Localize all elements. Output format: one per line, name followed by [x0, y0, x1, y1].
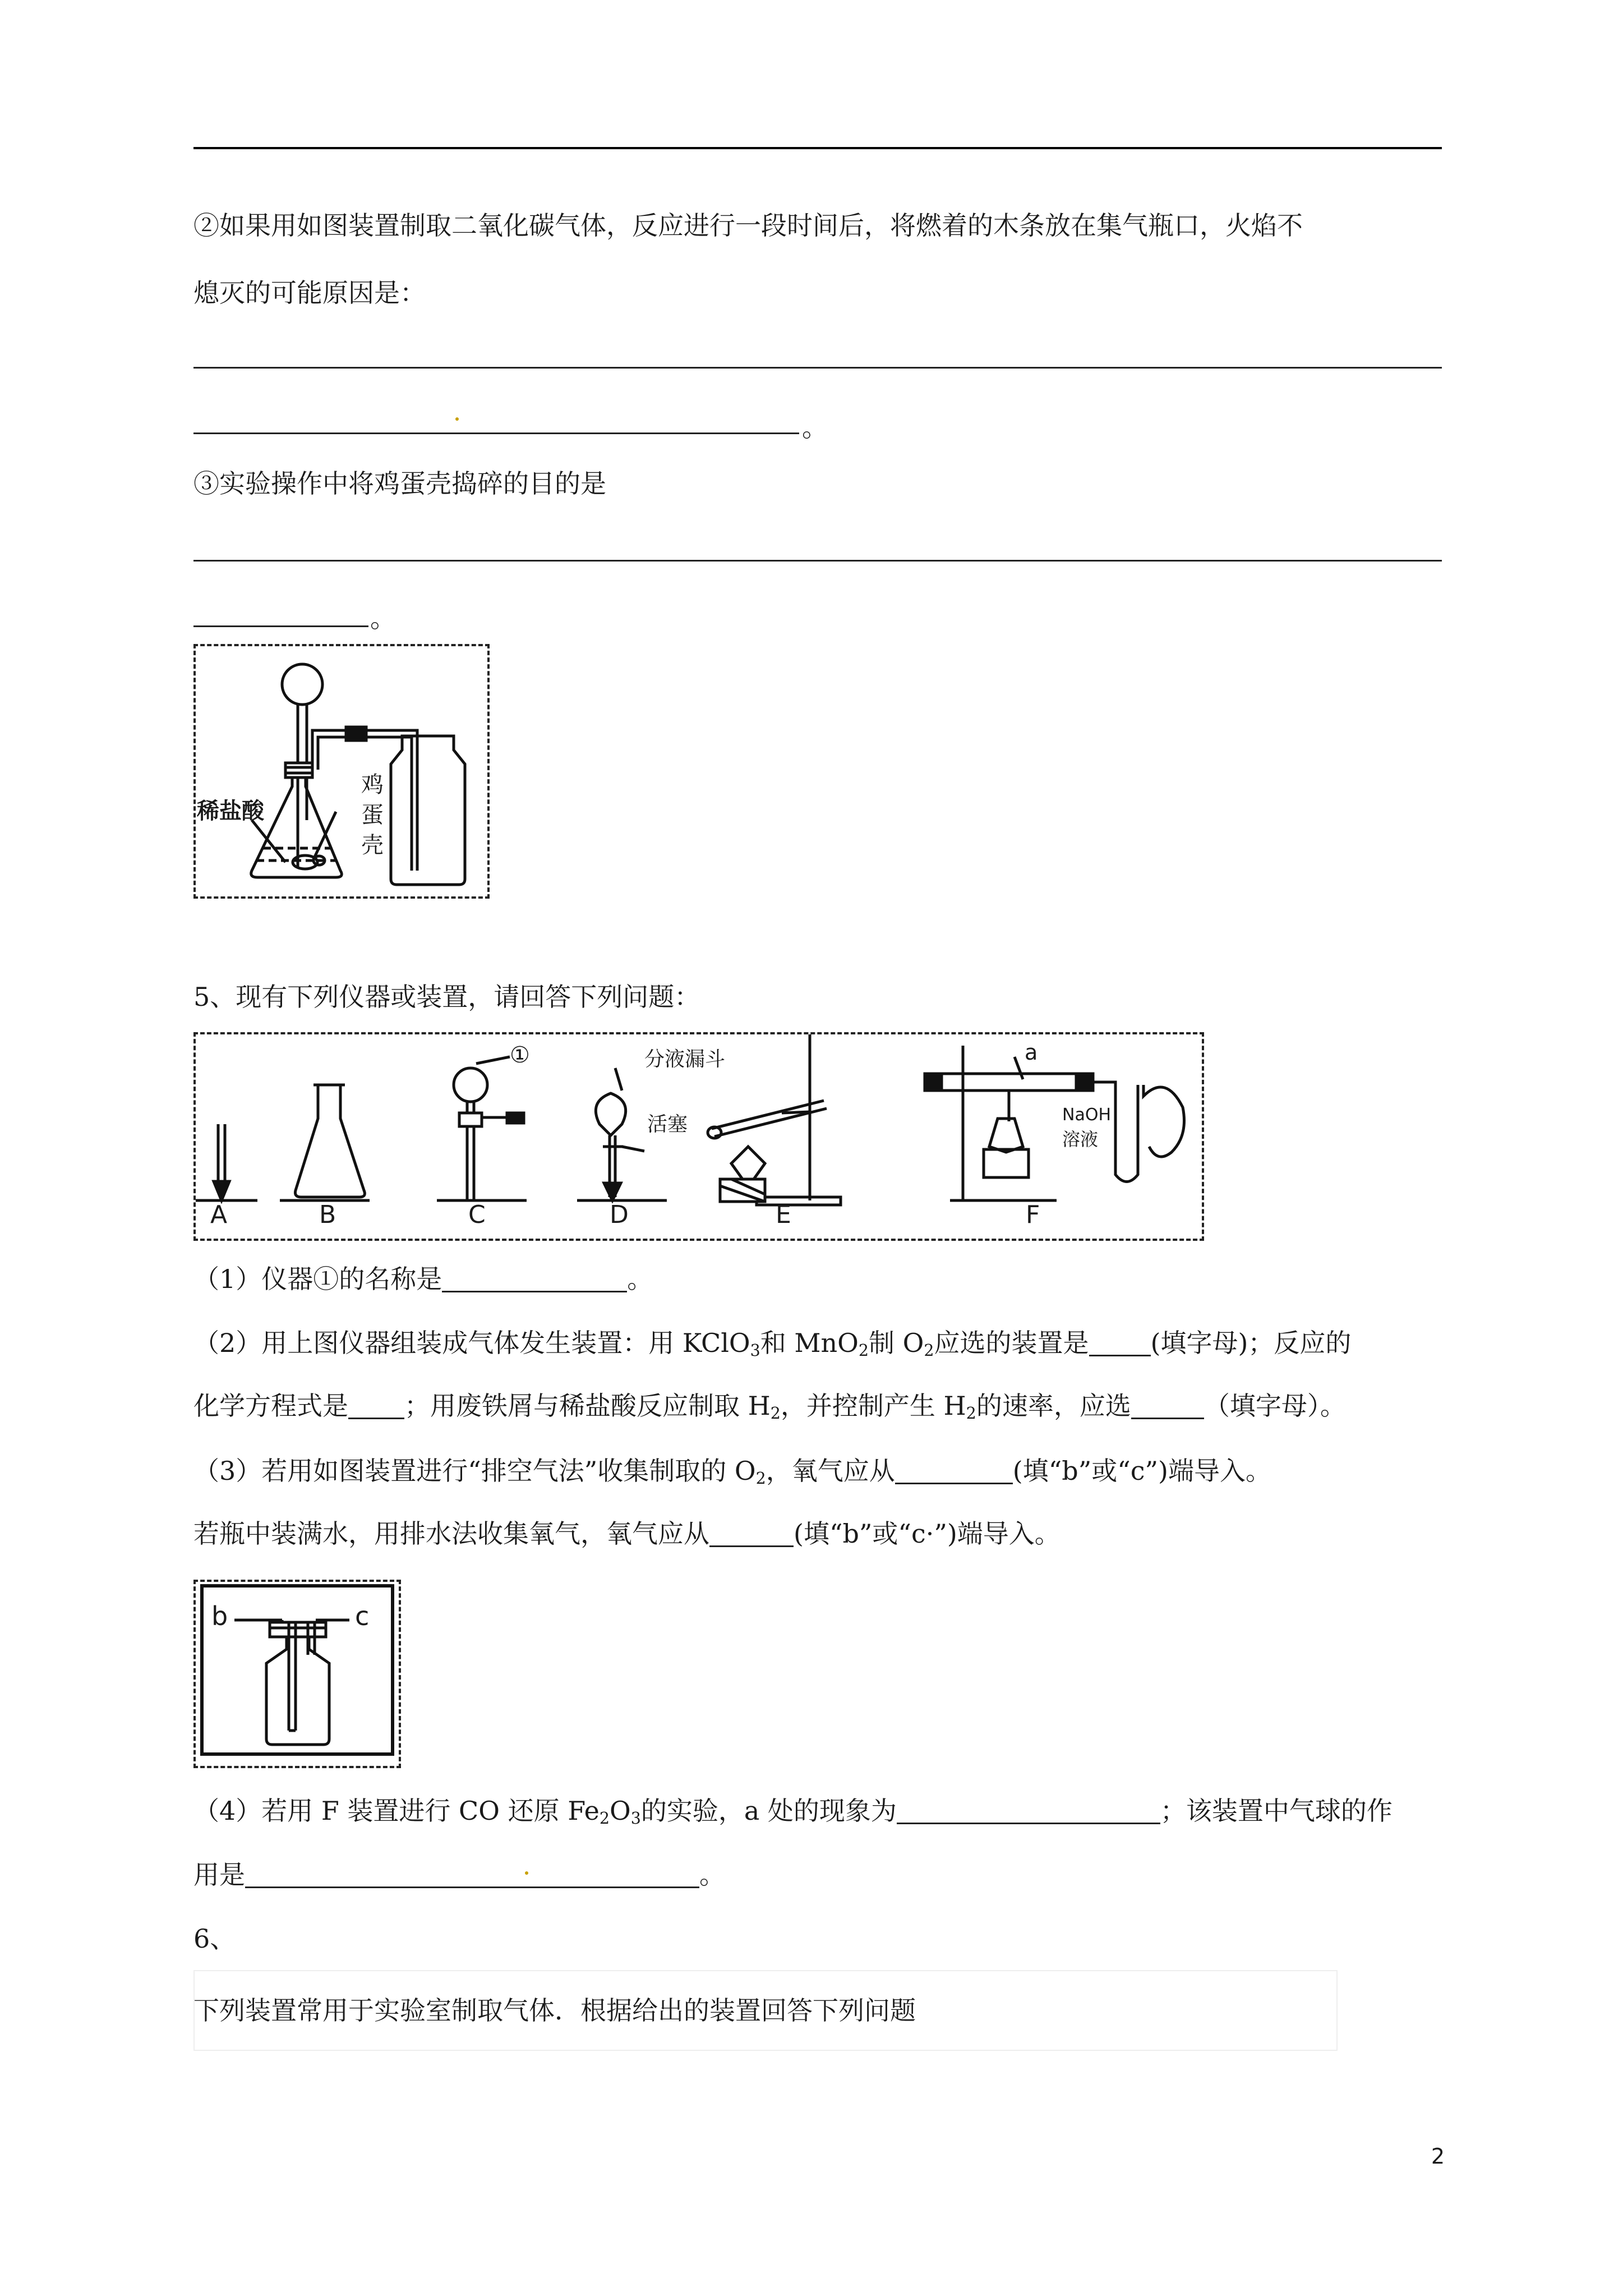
label-eggshell [359, 770, 385, 861]
q5-sub2-line2 [193, 1388, 1346, 1432]
q4-part3-end: 。 [370, 603, 396, 633]
q5-sub3-text: 若瓶中装满水，用排水法收集氧气，氧气应从 [193, 1519, 709, 1549]
q5-sub3-text: （3）若用如图装置进行“排空气法”收集制取的 O [193, 1456, 756, 1486]
subscript: 2 [599, 1809, 610, 1828]
q5-sub1-text: （1）仪器①的名称是 [193, 1264, 442, 1294]
answer-blank [1089, 1327, 1151, 1356]
q6-number: 6、 [193, 1924, 236, 1954]
label-E: E [776, 1200, 791, 1229]
answer-blank-line [193, 367, 1442, 369]
page-number: 2 [1431, 2144, 1445, 2169]
q5-sub3-line1 [193, 1453, 1271, 1497]
header-rule [193, 147, 1442, 149]
gas-bottle-frame [200, 1584, 394, 1756]
label-solution: 溶液 [1062, 1129, 1099, 1150]
label-C: C [468, 1200, 486, 1229]
q4-part2-end: 。 [802, 412, 828, 443]
q5-sub4-text: ；该装置中气球的作 [1160, 1796, 1393, 1826]
q5-sub2-text: （2）用上图仪器组装成气体发生装置：用 KClO [193, 1328, 750, 1358]
label-stopcock: 活塞 [647, 1113, 688, 1136]
subscript: 2 [770, 1404, 781, 1423]
subscript: 2 [924, 1341, 934, 1360]
label-naoh: NaOH [1062, 1105, 1111, 1125]
q5-sub3-line2 [193, 1516, 1061, 1552]
subscript: 2 [858, 1341, 869, 1360]
q5-sub1 [193, 1261, 653, 1297]
q5-sub4-text: 用是 [193, 1860, 245, 1890]
label-D: D [610, 1200, 629, 1229]
answer-blank [1131, 1389, 1204, 1419]
label-a: a [1025, 1040, 1038, 1065]
co2-apparatus-drawing [196, 646, 487, 896]
q5-sub3-text: (填“b”或“c·”)端导入。 [794, 1519, 1061, 1549]
q5-sub2-text: 和 MnO [760, 1328, 859, 1358]
q5-sub2-text: 制 O [869, 1328, 924, 1358]
answer-blank [245, 1858, 699, 1888]
q5-heading: 5、现有下列仪器或装置，请回答下列问题： [193, 982, 700, 1012]
label-eggshell-char: 鸡 [361, 772, 384, 798]
answer-blank [442, 1263, 627, 1292]
q5-sub2-line1 [193, 1325, 1351, 1369]
label-c: c [355, 1601, 370, 1631]
subscript: 2 [966, 1404, 976, 1423]
q5-sub1-end: 。 [627, 1264, 653, 1294]
q5-sub4-line2 [193, 1857, 725, 1893]
figure-co2-apparatus [193, 644, 490, 899]
q5-sub2-text: 的速率，应选 [976, 1391, 1131, 1421]
figure-apparatus-a-f [193, 1032, 1204, 1241]
q5-sub2-text: （填字母）。 [1204, 1391, 1346, 1421]
answer-blank [897, 1795, 1160, 1824]
q5-sub4-text: （4）若用 F 装置进行 CO 还原 Fe [193, 1796, 600, 1826]
q4-part2-line2: 熄灭的可能原因是： [193, 278, 426, 308]
q6-text: 下列装置常用于实验室制取气体．根据给出的装置回答下列问题 [193, 1995, 916, 2026]
subscript: 3 [630, 1809, 641, 1828]
label-eggshell-char: 壳 [361, 832, 384, 858]
q5-sub3-text: ，氧气应从 [766, 1456, 895, 1486]
q4-part2-line1: ②如果用如图装置制取二氧化碳气体，反应进行一段时间后，将燃着的木条放在集气瓶口，火焰不 [193, 210, 1303, 241]
label-F: F [1026, 1200, 1040, 1229]
answer-blank-line [193, 560, 1442, 562]
answer-blank [709, 1517, 794, 1547]
label-separatory-funnel: 分液漏斗 [644, 1048, 726, 1071]
label-marker-1: ① [510, 1042, 530, 1068]
answer-blank-line [193, 625, 368, 627]
label-dilute-hcl: 稀盐酸 [197, 798, 264, 824]
q5-sub2-text: 应选的装置是 [934, 1328, 1089, 1358]
q5-sub4-text: 。 [699, 1860, 725, 1890]
q5-sub2-text: 化学方程式是 [193, 1391, 348, 1421]
q5-sub4-text: 的实验，a 处的现象为 [640, 1796, 897, 1826]
q5-sub2-text: ，并控制产生 H [780, 1391, 966, 1421]
q4-part3-line1: ③实验操作中将鸡蛋壳捣碎的目的是 [193, 468, 606, 499]
label-B: B [319, 1200, 336, 1229]
stray-dot [525, 1871, 528, 1875]
q5-sub3-text: (填“b”或“c”)端导入。 [1012, 1456, 1271, 1486]
figure-gas-bottle [193, 1580, 401, 1768]
q5-sub4-text: O [609, 1796, 631, 1826]
subscript: 3 [750, 1341, 760, 1360]
q5-sub2-text: ；用废铁屑与稀盐酸反应制取 H [404, 1391, 771, 1421]
subscript: 2 [755, 1469, 766, 1488]
answer-blank-line [193, 432, 799, 434]
q5-sub2-text: (填字母)；反应的 [1150, 1328, 1352, 1358]
label-eggshell-char: 蛋 [361, 802, 384, 828]
answer-blank [348, 1389, 404, 1419]
label-b: b [211, 1601, 228, 1631]
stray-dot [455, 417, 459, 421]
q5-sub4-line1 [193, 1793, 1393, 1837]
label-A: A [210, 1200, 228, 1229]
answer-blank [895, 1455, 1013, 1484]
